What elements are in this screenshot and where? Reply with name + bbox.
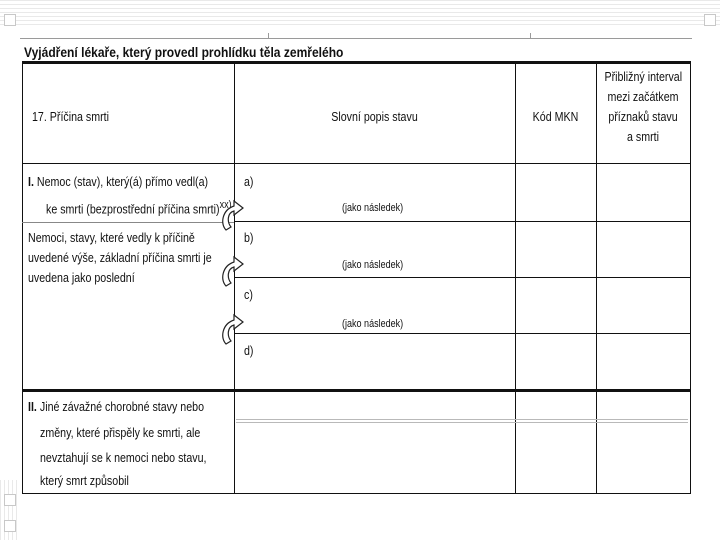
part1-text: ke smrti (bezprostřední příčina smrti) xyxy=(46,201,220,217)
row-divider xyxy=(234,277,690,278)
part2-line-4: který smrt způsobil xyxy=(40,473,129,488)
row-note-c: (jako následek) xyxy=(342,318,404,330)
curved-arrow-icon xyxy=(223,315,243,344)
header-interval-line: mezi začátkem xyxy=(607,89,679,104)
part2-numeral: II. xyxy=(28,399,37,414)
table-right-border xyxy=(690,61,691,494)
part1-other-line: uvedené výše, základní příčina smrti je xyxy=(28,250,212,265)
header-divider xyxy=(22,163,691,164)
part2-faint-line xyxy=(236,422,688,423)
row-letter-a: a) xyxy=(244,174,254,189)
curved-arrows-icon xyxy=(219,196,246,356)
part2-divider xyxy=(22,389,691,392)
curved-arrow-icon xyxy=(223,201,243,230)
part1-other-line: uvedena jako poslední xyxy=(28,270,135,285)
sheet-top-rule xyxy=(20,38,692,39)
part2-line-1 xyxy=(28,397,204,416)
decorative-square xyxy=(4,494,16,506)
curved-arrow-icon xyxy=(223,257,243,286)
sheet-tick xyxy=(268,33,269,39)
table-left-border xyxy=(22,61,23,494)
part2-line-3: nevztahují se k nemoci nebo stavu, xyxy=(40,450,207,465)
header-interval-line: Přibližný interval xyxy=(604,69,683,84)
part1-other-causes xyxy=(28,228,212,288)
footnote-mark: xx) xyxy=(219,199,232,211)
part2-faint-line xyxy=(236,419,688,420)
row-letter-d: d) xyxy=(244,343,254,358)
row-note-b: (jako následek) xyxy=(342,259,404,271)
part2-line-2: změny, které přispěly ke smrti, ale xyxy=(40,425,201,440)
header-interval xyxy=(604,67,681,147)
header-interval-line: příznaků stavu xyxy=(608,109,678,124)
decorative-square xyxy=(704,14,716,26)
part2-text: Jiné závažné chorobné stavy nebo xyxy=(39,399,205,414)
decorative-stripes-top xyxy=(0,0,720,28)
decorative-square xyxy=(4,14,16,26)
part1-line-1 xyxy=(28,172,208,191)
header-cause-of-death: 17. Příčina smrti xyxy=(32,109,110,124)
part1-numeral: I. xyxy=(28,174,34,189)
form-title: Vyjádření lékaře, který provedl prohlídku těla zemřelého xyxy=(24,44,344,60)
table-top-border xyxy=(22,61,691,64)
decorative-square xyxy=(4,520,16,532)
header-description: Slovní popis stavu xyxy=(331,109,418,124)
part1-other-line: Nemoci, stavy, které vedly k příčině xyxy=(28,230,195,245)
row-note-a: (jako následek) xyxy=(342,202,404,214)
header-interval-line: a smrti xyxy=(627,129,659,144)
row-divider xyxy=(234,333,690,334)
sheet-tick xyxy=(530,33,531,39)
row-divider xyxy=(234,221,690,222)
row-letter-c: c) xyxy=(244,287,253,302)
part1-subdivider xyxy=(22,222,234,223)
part1-text: Nemoc (stav), který(á) přímo vedl(a) xyxy=(36,174,209,189)
table-bottom-border xyxy=(22,493,691,494)
header-mkn-code: Kód MKN xyxy=(532,109,579,124)
row-letter-b: b) xyxy=(244,230,254,245)
part1-line-2 xyxy=(46,196,232,218)
